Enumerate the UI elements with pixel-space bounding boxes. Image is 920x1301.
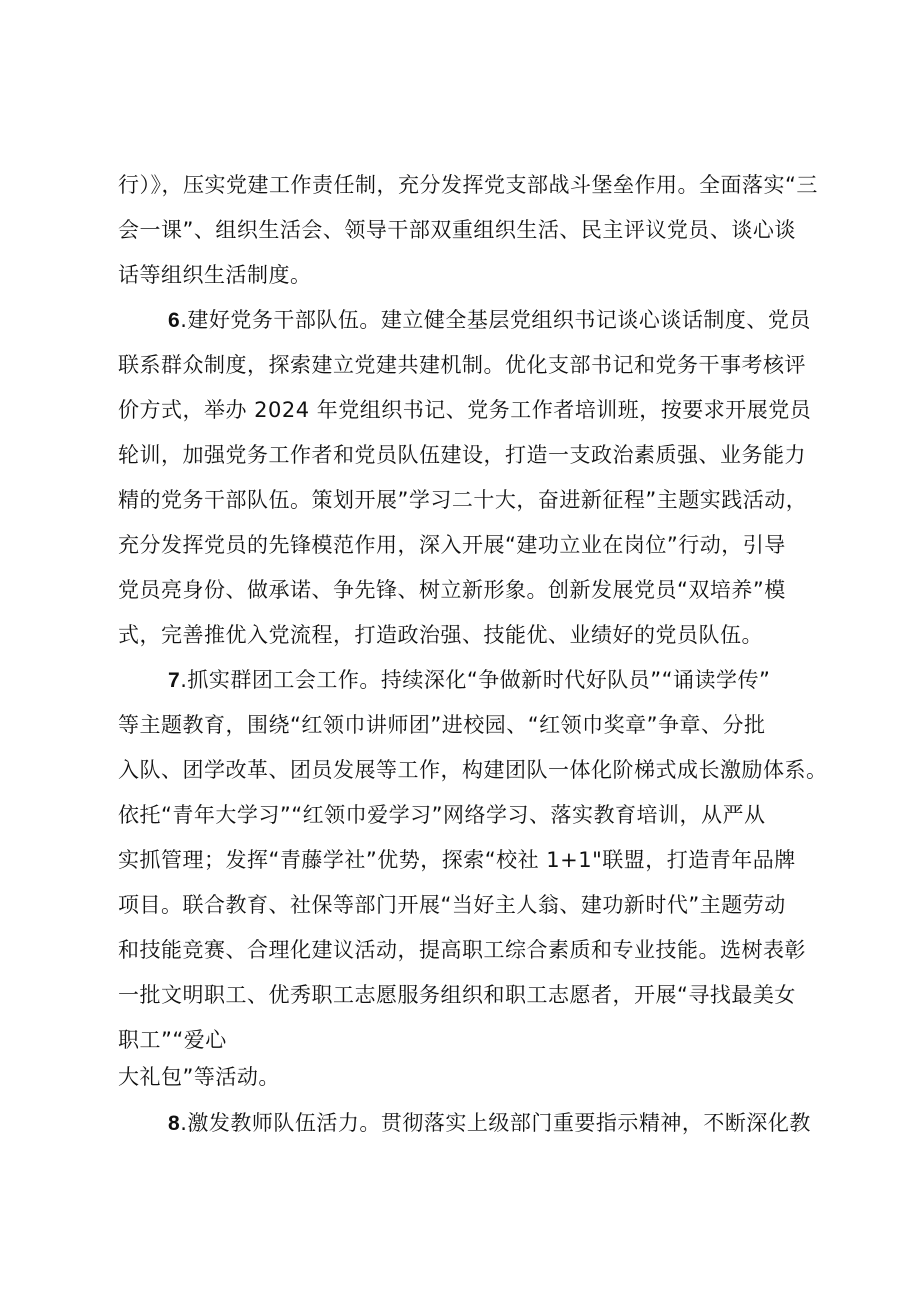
- item-heading-text: .抓实群团工会工作。持续深化“争做新时代好队员”“诵读学传”: [180, 668, 771, 692]
- item-heading-text: .激发教师队伍活力。贯彻落实上级部门重要指示精神，不断深化教: [180, 1111, 811, 1135]
- item-number: 8: [168, 1112, 181, 1135]
- item-7-heading: [168, 665, 770, 695]
- text-line: 依托“青年大学习”“红领巾爱学习”网络学习、落实教育培训，从严从: [118, 803, 766, 827]
- text-line: 价方式，举办 2024 年党组织书记、党务工作者培训班，按要求开展党员: [118, 398, 812, 422]
- text-line: 式，完善推优入党流程，打造政治强、技能优、业绩好的党员队伍。: [118, 623, 763, 647]
- text-line: 入队、团学改革、团员发展等工作，构建团队一体化阶梯式成长激励体系。: [118, 758, 828, 782]
- text-line: 联系群众制度，探索建立党建共建机制。优化支部书记和党务干事考核评: [118, 353, 806, 377]
- text-line: 会一课”、组织生活会、领导干部双重组织生活、民主评议党员、谈心谈: [118, 218, 796, 242]
- item-number: 6: [168, 309, 181, 332]
- text-line: 精的党务干部队伍。策划开展”学习二十大，奋进新征程”主题实践活动，: [118, 488, 808, 512]
- text-line: 轮训，加强党务工作者和党员队伍建设，打造一支政治素质强、业务能力: [118, 443, 806, 467]
- text-line: 一批文明职工、优秀职工志愿服务组织和职工志愿者，开展“寻找最美女: [118, 983, 796, 1007]
- item-6-heading: [168, 305, 811, 335]
- text-line: 职工”“爱心: [118, 1028, 227, 1052]
- item-heading-text: .建好党务干部队伍。建立健全基层党组织书记谈心谈话制度、党员: [180, 308, 811, 332]
- text-line: 和技能竞赛、合理化建议活动，提高职工综合素质和专业技能。选树表彰: [118, 938, 806, 962]
- text-line: 项目。联合教育、社保等部门开展“当好主人翁、建功新时代”主题劳动: [118, 893, 786, 917]
- item-number: 7: [168, 669, 181, 692]
- text-line: 充分发挥党员的先锋模范作用，深入开展“建功立业在岗位”行动，引导: [118, 533, 786, 557]
- text-line: 话等组织生活制度。: [118, 263, 312, 287]
- text-line: 行）》，压实党建工作责任制，充分发挥党支部战斗堡垒作用。全面落实“三: [118, 173, 818, 197]
- text-line: 等主题教育，围绕“红领巾讲师团”进校园、“红领巾奖章”争章、分批: [118, 713, 766, 737]
- item-8-heading: [168, 1108, 811, 1138]
- text-line: 大礼包”等活动。: [118, 1065, 280, 1089]
- text-line: 党员亮身份、做承诺、争先锋、树立新形象。创新发展党员“双培养”模: [118, 578, 786, 602]
- text-line: 实抓管理；发挥“青藤学社”优势，探索“校社 1+1"联盟，打造青年品牌: [118, 848, 796, 872]
